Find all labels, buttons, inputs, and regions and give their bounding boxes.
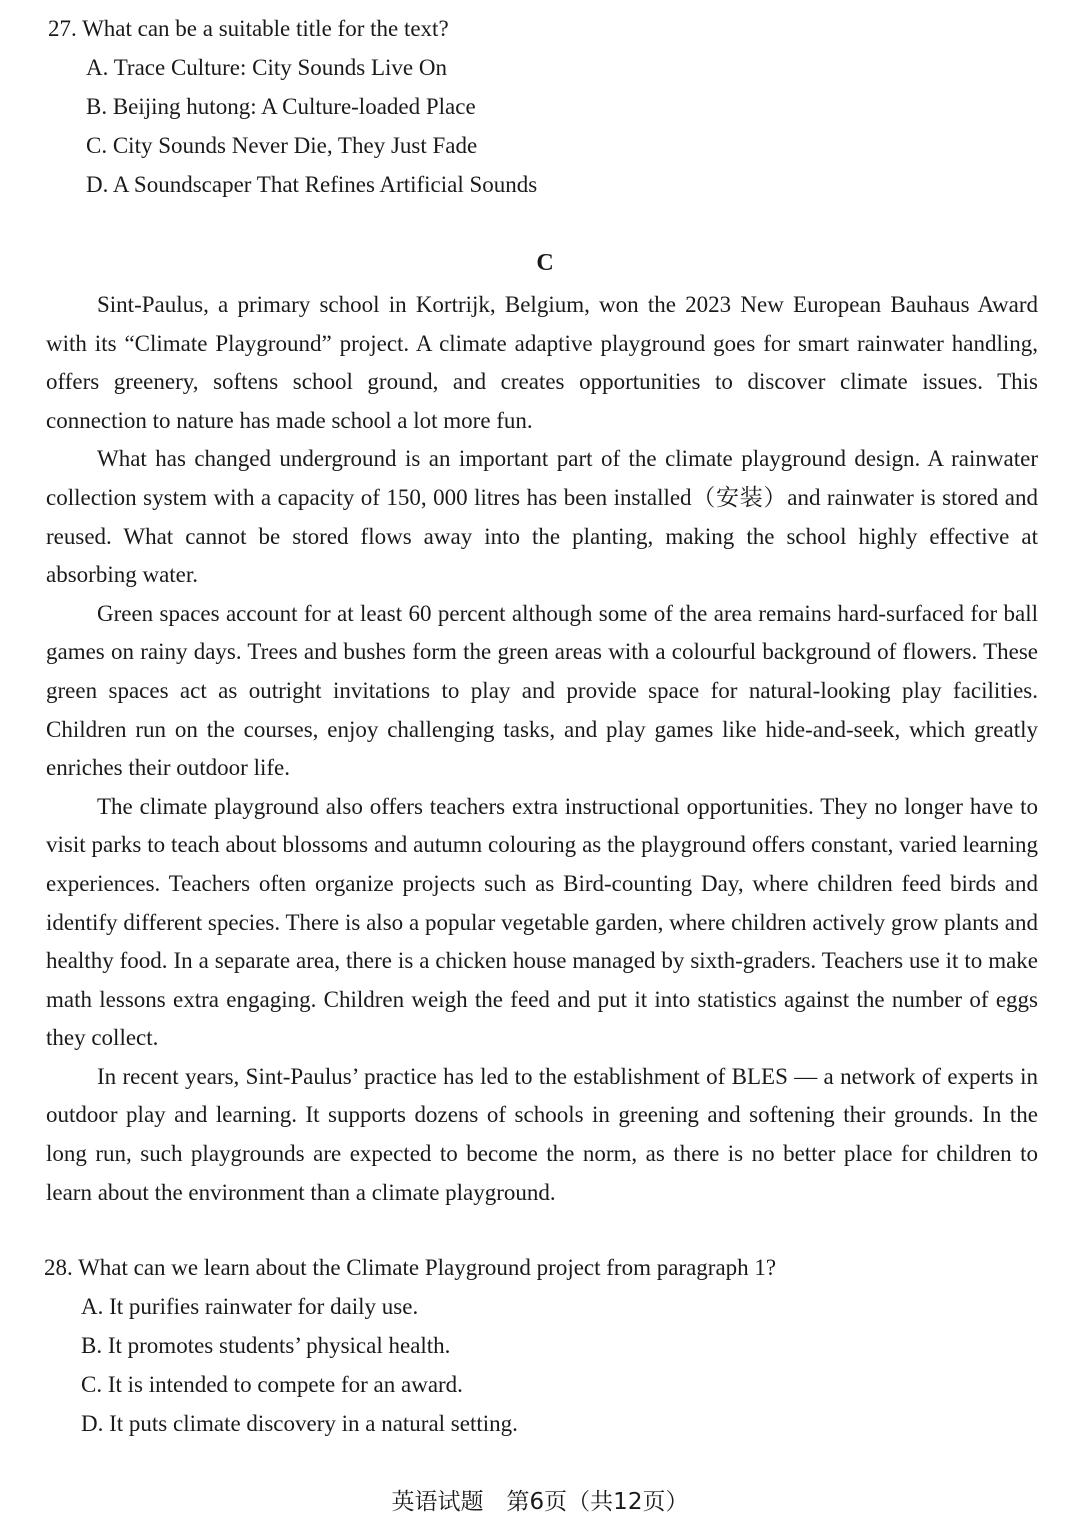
passage-paragraph-5: In recent years, Sint-Paulus’ practice has led to the establishment of BLES — a network of experts in outdoor play and learning. It supports dozens of schools in greening and softening their grounds. In the long run, such playgrounds are expected to become the norm, as there is no better place for children to learn about the environment than a climate playground. xyxy=(46,1063,1038,1205)
question-28-stem: 28. What can we learn about the Climate Playground project from paragraph 1? xyxy=(44,1255,777,1280)
question-27-option-d: D. A Soundscaper That Refines Artificial Sounds xyxy=(86,172,538,197)
question-27-option-c: C. City Sounds Never Die, They Just Fade xyxy=(86,133,478,158)
question-28-option-d: D. It puts climate discovery in a natural setting. xyxy=(81,1411,518,1436)
page-footer: 英语试题 第6页（共12页） xyxy=(391,1489,689,1515)
passage-paragraph-2: What has changed underground is an important part of the climate playground design. A rainwater collection system with a capacity of 150, 000 litres has been installed（安装）and rainwater is stored and reused. What cannot be stored flows away into the planting, making the school highly effective at absorbing water. xyxy=(46,446,1038,588)
question-28-option-b: B. It promotes students’ physical health. xyxy=(81,1333,451,1358)
passage-paragraph-3: Green spaces account for at least 60 percent although some of the area remains hard-surfaced for ball games on rainy days. Trees and bushes form the green areas with a colourful background of flowers. These green spaces act as outright invitations to play and provide space for natural-looking play facilities. Children run on the courses, enjoy challenging tasks, and play games like hide-and-seek, which greatly enriches their outdoor life. xyxy=(46,600,1038,781)
question-28-option-c: C. It is intended to compete for an award. xyxy=(81,1372,463,1397)
question-27-option-a: A. Trace Culture: City Sounds Live On xyxy=(86,55,447,80)
question-27-stem: 27. What can be a suitable title for the text? xyxy=(48,16,449,41)
question-27-option-b: B. Beijing hutong: A Culture-loaded Place xyxy=(86,94,476,119)
passage-paragraph-1: Sint-Paulus, a primary school in Kortrijk, Belgium, won the 2023 New European Bauhaus Award with its “Climate Playground” project. A climate adaptive playground goes for smart rainwater handling, offers greenery, softens school ground, and creates opportunities to discover climate issues. This connection to nature has made school a lot more fun. xyxy=(46,292,1038,433)
question-28-option-a: A. It purifies rainwater for daily use. xyxy=(81,1294,419,1319)
passage-paragraph-4: The climate playground also offers teachers extra instructional opportunities. They no longer have to visit parks to teach about blossoms and autumn colouring as the playground offers constant, varied learning experiences. Teachers often organize projects such as Bird-counting Day, where children feed birds and identify different species. There is also a popular vegetable garden, where children actively grow plants and healthy food. In a separate area, there is a chicken house managed by sixth-graders. Teachers use it to make math lessons extra engaging. Children weigh the feed and put it into statistics against the number of eggs they collect. xyxy=(46,793,1038,1051)
reading-passage xyxy=(46,286,1038,1212)
section-heading: C xyxy=(536,250,554,276)
